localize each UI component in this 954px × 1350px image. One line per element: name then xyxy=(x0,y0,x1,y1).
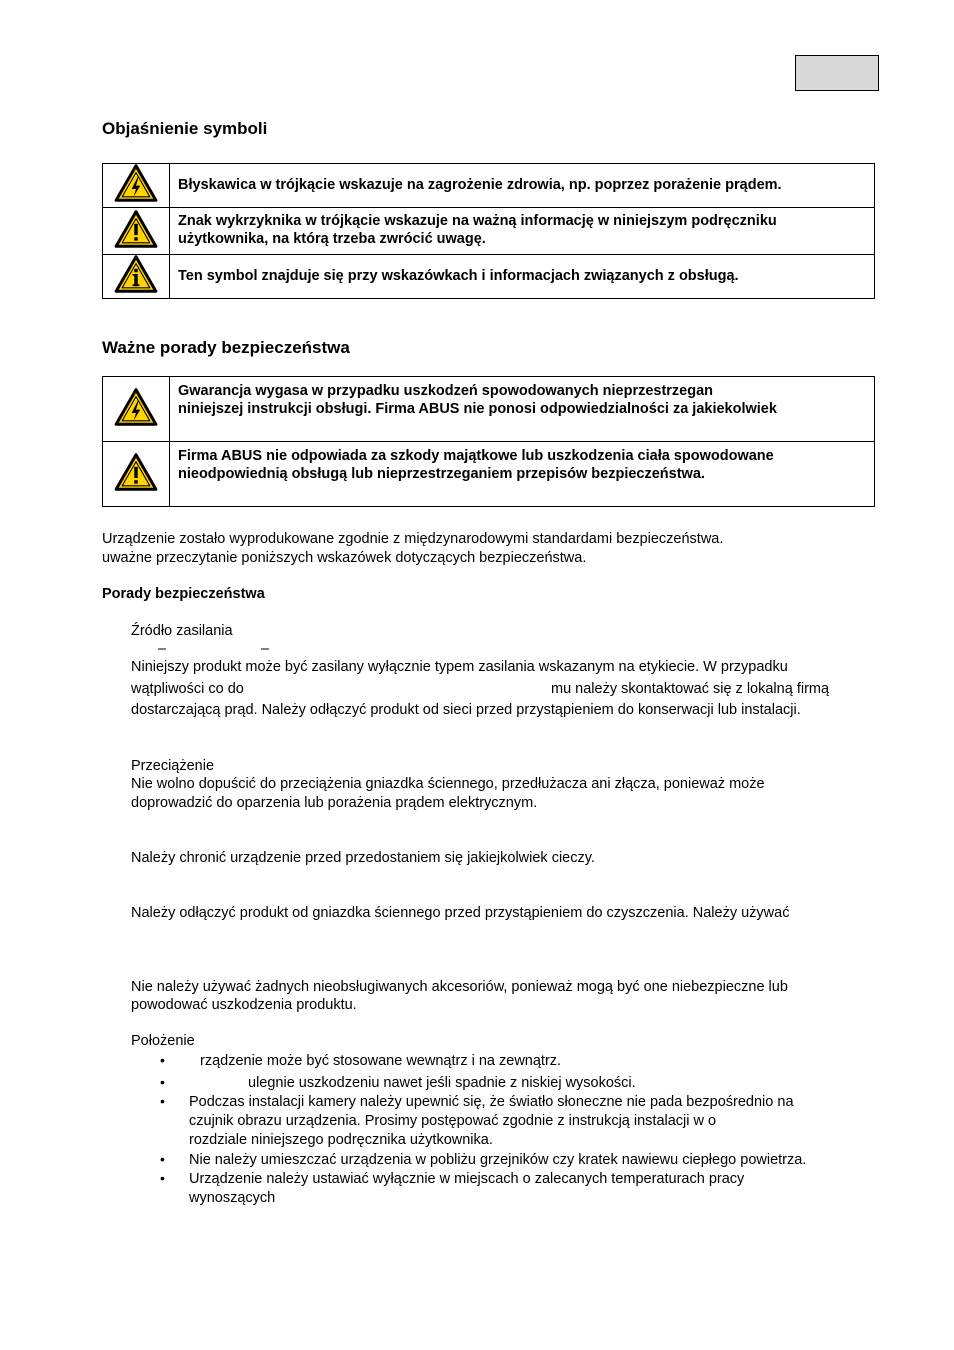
symbol-description: Ten symbol znajduje się przy wskazówkach i informacjach związanych z obsługą. xyxy=(170,255,875,299)
intro-line: uważne przeczytanie poniższych wskazówek dotyczących bezpieczeństwa. xyxy=(102,550,587,566)
symbols-row xyxy=(103,208,875,255)
location-item-line: wynoszących xyxy=(189,1190,276,1206)
bullet-marker: • xyxy=(160,1093,165,1109)
accessories-text-line: Nie należy używać żadnych nieobsługiwanych akcesoriów, ponieważ mogą być one niebezpieczne lub xyxy=(131,979,788,995)
location-item xyxy=(189,1093,794,1150)
bullet-marker: • xyxy=(160,1074,165,1090)
safety-table xyxy=(102,376,875,507)
symbols-table xyxy=(102,163,875,299)
safety-text-line: Firma ABUS nie odpowiada za szkody majątkowe lub uszkodzenia ciała spowodowane xyxy=(178,448,774,464)
intro-line: Urządzenie zostało wyprodukowane zgodnie z międzynarodowymi standardami bezpieczeństwa. xyxy=(102,531,724,547)
accessories-text-line: powodować uszkodzenia produktu. xyxy=(131,997,357,1013)
location-item: Nie należy umieszczać urządzenia w pobliżu grzejników czy kratek nawiewu ciepłego powietrza. xyxy=(189,1152,807,1168)
location-item-line: Podczas instalacji kamery należy upewnić się, że światło słoneczne nie pada bezpośrednio na xyxy=(189,1094,794,1110)
lightning-warning-icon xyxy=(103,377,170,442)
info-warning-icon xyxy=(103,255,170,299)
dash-mark: – xyxy=(158,641,167,657)
safety-text-line: Gwarancja wygasa w przypadku uszkodzeń spowodowanych nieprzestrzegan xyxy=(178,383,714,399)
bullet-marker: • xyxy=(160,1170,165,1186)
safety-row xyxy=(103,377,875,442)
location-item-line: czujnik obrazu urządzenia. Prosimy postępować zgodnie z instrukcją instalacji w o xyxy=(189,1113,717,1129)
power-text-line: Niniejszy produkt może być zasilany wyłącznie typem zasilania wskazanym na etykiecie. W przypadku xyxy=(131,659,788,675)
safety-heading: Ważne porady bezpieczeństwa xyxy=(102,338,350,357)
bullet-marker: • xyxy=(160,1151,165,1167)
safety-text xyxy=(170,377,875,442)
symbol-description: Błyskawica w trójkącie wskazuje na zagrożenie zdrowia, np. poprzez porażenie prądem. xyxy=(170,164,875,208)
location-item: rządzenie może być stosowane wewnątrz i na zewnątrz. xyxy=(200,1053,562,1069)
overload-text-line: Nie wolno dopuścić do przeciążenia gniazdka ściennego, przedłużacza ani złącza, ponieważ może xyxy=(131,776,765,792)
dash-mark: – xyxy=(261,641,270,657)
language-tab-box xyxy=(795,55,879,91)
location-item xyxy=(189,1170,744,1208)
lightning-warning-icon xyxy=(103,164,170,208)
intro-paragraph xyxy=(102,530,723,568)
location-item-line: Urządzenie należy ustawiać wyłącznie w miejscach o zalecanych temperaturach pracy xyxy=(189,1171,745,1187)
safety-text-line: nieodpowiednią obsługą lub nieprzestrzeganiem przepisów bezpieczeństwa. xyxy=(178,466,705,482)
safety-text-line: niniejszej instrukcji obsługi. Firma ABUS nie ponosi odpowiedzialności za jakiekolwiek xyxy=(178,401,777,417)
safety-text xyxy=(170,442,875,507)
power-title: Źródło zasilania xyxy=(131,623,233,639)
exclamation-warning-icon xyxy=(103,442,170,507)
symbol-description: Znak wykrzyknika w trójkącie wskazuje na ważną informację w niniejszym podręczniku użytkownika, na którą trzeba zwrócić uwagę. xyxy=(170,208,875,255)
cleaning-text: Należy odłączyć produkt od gniazdka ściennego przed przystąpieniem do czyszczenia. Należy używać xyxy=(131,905,790,921)
power-text-line: wątpliwości co do xyxy=(131,681,244,697)
bullet-marker: • xyxy=(160,1052,165,1068)
symbols-row xyxy=(103,255,875,299)
symbols-heading: Objaśnienie symboli xyxy=(102,119,268,138)
safety-row xyxy=(103,442,875,507)
location-item-line: rozdziale niniejszego podręcznika użytkownika. xyxy=(189,1132,493,1148)
overload-title: Przeciążenie xyxy=(131,758,215,774)
location-title: Położenie xyxy=(131,1033,195,1049)
tips-heading: Porady bezpieczeństwa xyxy=(102,586,265,602)
power-text-line: dostarczającą prąd. Należy odłączyć produkt od sieci przed przystąpieniem do konserwacji lub instalacji. xyxy=(131,702,801,718)
liquid-text: Należy chronić urządzenie przed przedostaniem się jakiejkolwiek cieczy. xyxy=(131,850,595,866)
overload-text-line: doprowadzić do oparzenia lub porażenia prądem elektrycznym. xyxy=(131,795,538,811)
symbols-row xyxy=(103,164,875,208)
exclamation-warning-icon xyxy=(103,208,170,255)
location-item: ulegnie uszkodzeniu nawet jeśli spadnie z niskiej wysokości. xyxy=(248,1075,636,1091)
power-text-line: mu należy skontaktować się z lokalną firmą xyxy=(551,681,830,697)
